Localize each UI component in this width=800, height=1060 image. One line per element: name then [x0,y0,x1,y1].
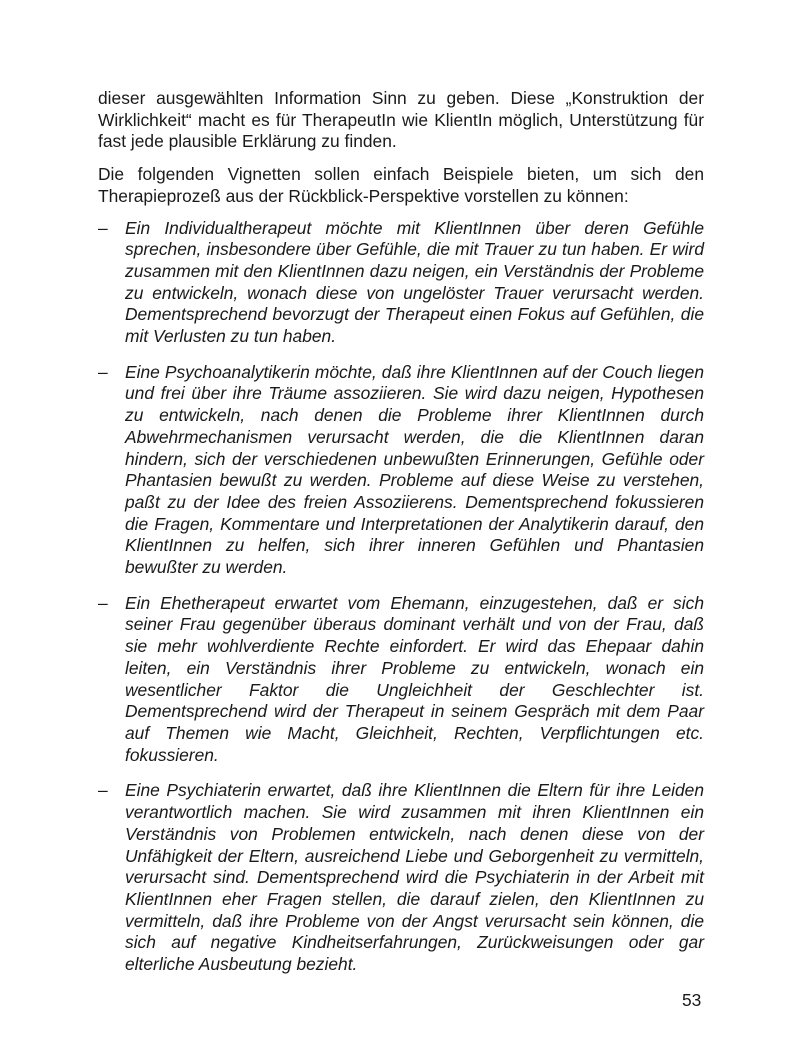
vignette-text: Eine Psychiaterin erwartet, daß ihre KlientInnen die Eltern für ihre Leiden verantwortlich machen. Sie wird zusammen mit ihren KlientInnen ein Verständnis von Problemen entwickeln, nach denen diese von der Unfähigkeit der Eltern, ausreichend Liebe und Geborgenheit zu vermitteln, verursacht sind. Dementsprechend wird die Psychiaterin in der Arbeit mit KlientInnen eher Fragen stellen, die darauf zielen, den KlientInnen zu vermitteln, daß ihre Probleme von der Angst verursacht sein können, die sich auf negative Kindheitserfahrungen, Zurückweisungen oder gar elterliche Ausbeutung bezieht. [125,780,704,975]
vignette-item [98,362,704,579]
dash-bullet: – [98,780,108,801]
vignette-item [98,218,704,348]
vignette-item [98,780,704,975]
page-number: 53 [682,990,702,1010]
intro-paragraph-1: dieser ausgewählten Information Sinn zu geben. Diese „Konstruktion der Wirklichkeit“ macht es für TherapeutIn wie KlientIn möglich, Unterstützung für fast jede plausible Erklärung zu finden. [98,88,704,152]
vignette-item [98,593,704,767]
dash-bullet: – [98,592,108,613]
intro-paragraph-2: Die folgenden Vignetten sollen einfach Beispiele bieten, um sich den Therapieprozeß aus der Rückblick-Perspektive vorstellen zu können: [98,164,704,206]
vignette-text: Ein Ehetherapeut erwartet vom Ehemann, einzugestehen, daß er sich seiner Frau gegenüber überaus dominant verhält und von der Frau, daß sie mehr wohlverdiente Rechte einfordert. Er wird das Ehepaar dahin leiten, ein Verständnis ihrer Probleme zu entwickeln, wonach ein wesentlicher Faktor die Ungleichheit der Geschlechter ist. Dementsprechend wird der Therapeut in seinem Gespräch mit dem Paar auf Themen wie Macht, Gleichheit, Rechten, Verpflichtungen etc. fokussieren. [125,592,704,765]
vignette-text: Ein Individualtherapeut möchte mit KlientInnen über deren Gefühle sprechen, insbesondere über Gefühle, die mit Trauer zu tun haben. Er wird zusammen mit den KlientInnen dazu neigen, ein Verständnis der Probleme zu entwickeln, wonach diese von ungelöster Trauer verursacht werden. Dementsprechend bevorzugt der Therapeut einen Fokus auf Gefühlen, die mit Verlusten zu tun haben. [125,217,704,347]
dash-bullet: – [98,217,108,238]
text-column [98,88,704,990]
dash-bullet: – [98,361,108,382]
vignette-text: Eine Psychoanalytikerin möchte, daß ihre KlientInnen auf der Couch liegen und frei über ihre Träume assoziieren. Sie wird dazu neigen, Hypothesen zu entwickeln, nach denen die Probleme ihrer KlientInnen durch Abwehrmechanismen verursacht werden, die die KlientInnen daran hindern, sich der verschiedenen unbewußten Erinnerungen, Gefühle oder Phantasien bewußt zu werden. Probleme auf diese Weise zu verstehen, paßt zu der Idee des freien Assoziierens. Dementsprechend fokussieren die Fragen, Kommentare und Interpretationen der Analytikerin darauf, den KlientInnen zu helfen, sich ihrer inneren Gefühlen und Phantasien bewußter zu werden. [125,361,704,578]
vignette-list [98,218,704,976]
